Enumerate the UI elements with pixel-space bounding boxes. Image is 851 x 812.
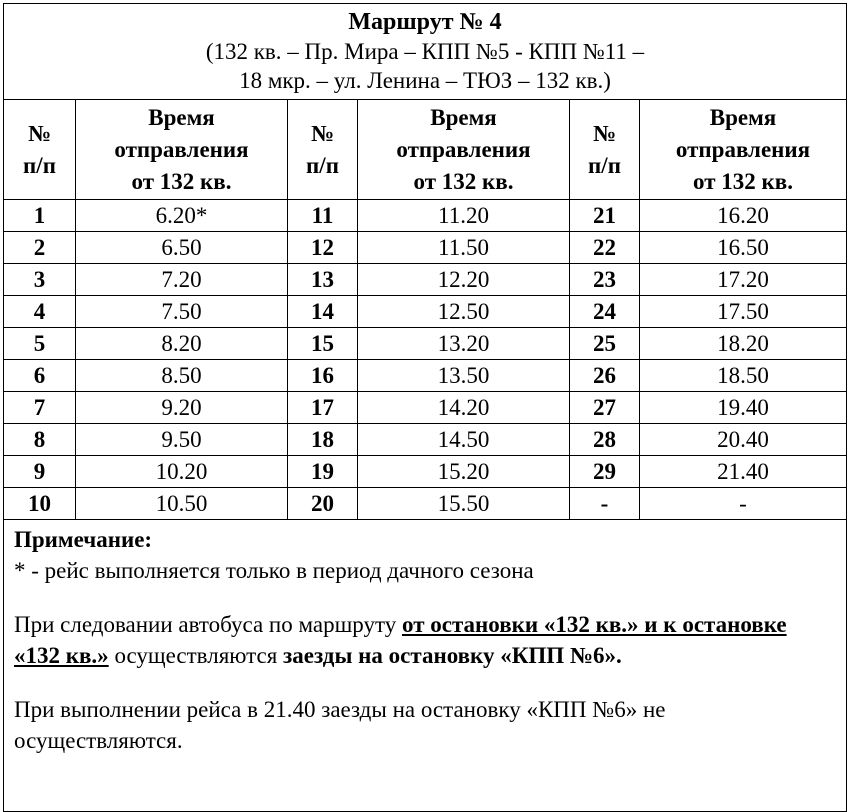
trip-number: 14 — [288, 296, 358, 328]
trip-number: 16 — [288, 360, 358, 392]
trip-number: 27 — [570, 392, 640, 424]
trip-number: 10 — [4, 488, 76, 520]
route-path-line1: (132 кв. – Пр. Мира – КПП №5 - КПП №11 – — [205, 39, 645, 64]
departure-time: 21.40 — [640, 456, 847, 488]
departure-time: 15.50 — [358, 488, 570, 520]
trip-number: 26 — [570, 360, 640, 392]
trip-number: 4 — [4, 296, 76, 328]
departure-time: 14.50 — [358, 424, 570, 456]
trip-number: 2 — [4, 232, 76, 264]
trip-number: 20 — [288, 488, 358, 520]
table-row — [4, 264, 847, 296]
trip-number: 5 — [4, 328, 76, 360]
trip-number: 9 — [4, 456, 76, 488]
col-header-time-1: Время отправления от 132 кв. — [76, 100, 288, 200]
table-row — [4, 360, 847, 392]
trip-number: 12 — [288, 232, 358, 264]
col-header-time-3: Время отправления от 132 кв. — [640, 100, 847, 200]
departure-time: - — [640, 488, 847, 520]
col-header-time-2: Время отправления от 132 кв. — [358, 100, 570, 200]
trip-number: 13 — [288, 264, 358, 296]
departure-time: 6.50 — [76, 232, 288, 264]
departure-time: 16.50 — [640, 232, 847, 264]
departure-time: 17.50 — [640, 296, 847, 328]
schedule-rows — [4, 200, 847, 520]
departure-time: 8.50 — [76, 360, 288, 392]
notes-cell — [4, 520, 847, 812]
trip-number: 1 — [4, 200, 76, 232]
departure-time: 17.20 — [640, 264, 847, 296]
table-row — [4, 296, 847, 328]
trip-number: 11 — [288, 200, 358, 232]
note-paragraph-2: При выполнении рейса в 21.40 заезды на остановку «КПП №6» не осуществляются. — [14, 697, 666, 753]
departure-time: 7.50 — [76, 296, 288, 328]
schedule-table — [3, 3, 847, 812]
departure-time: 10.20 — [76, 456, 288, 488]
route-path-line2: 18 мкр. – ул. Ленина – ТЮЗ – 132 кв.) — [239, 68, 611, 93]
departure-time: 9.20 — [76, 392, 288, 424]
departure-time: 7.20 — [76, 264, 288, 296]
table-row — [4, 456, 847, 488]
departure-time: 6.20* — [76, 200, 288, 232]
trip-number: 24 — [570, 296, 640, 328]
trip-number: 18 — [288, 424, 358, 456]
trip-number: 29 — [570, 456, 640, 488]
table-row — [4, 328, 847, 360]
table-row — [4, 232, 847, 264]
departure-time: 20.40 — [640, 424, 847, 456]
trip-number: 6 — [4, 360, 76, 392]
trip-number: 25 — [570, 328, 640, 360]
col-header-num-1: № п/п — [4, 100, 76, 200]
route-title-cell — [4, 4, 847, 100]
col-header-num-3: № п/п — [570, 100, 640, 200]
trip-number: 17 — [288, 392, 358, 424]
column-header-row — [4, 100, 847, 200]
departure-time: 11.20 — [358, 200, 570, 232]
trip-number: 19 — [288, 456, 358, 488]
trip-number: 7 — [4, 392, 76, 424]
note-paragraph-1: При следовании автобуса по маршруту от остановки «132 кв.» и к остановке «132 кв.» осуществляются заезды на остановку «КПП №6». — [14, 612, 787, 668]
departure-time: 14.20 — [358, 392, 570, 424]
departure-time: 19.40 — [640, 392, 847, 424]
trip-number: 3 — [4, 264, 76, 296]
trip-number: - — [570, 488, 640, 520]
departure-time: 12.20 — [358, 264, 570, 296]
departure-time: 8.20 — [76, 328, 288, 360]
departure-time: 9.50 — [76, 424, 288, 456]
trip-number: 28 — [570, 424, 640, 456]
departure-time: 16.20 — [640, 200, 847, 232]
notes-row — [4, 520, 847, 812]
trip-number: 22 — [570, 232, 640, 264]
trip-number: 21 — [570, 200, 640, 232]
footnote-text: * - рейс выполняется только в период дачного сезона — [14, 558, 534, 583]
departure-time: 18.20 — [640, 328, 847, 360]
table-row — [4, 488, 847, 520]
table-row — [4, 200, 847, 232]
note-detour-emphasis: заезды на остановку «КПП №6». — [283, 643, 622, 668]
trip-number: 15 — [288, 328, 358, 360]
trip-number: 23 — [570, 264, 640, 296]
trip-number: 8 — [4, 424, 76, 456]
departure-time: 18.50 — [640, 360, 847, 392]
departure-time: 10.50 — [76, 488, 288, 520]
note-stops-emphasis: от остановки «132 кв.» и к остановке «132 кв.» — [14, 612, 787, 668]
route-title: Маршрут № 4 — [348, 9, 502, 35]
notes-title: Примечание: — [14, 527, 153, 552]
table-row — [4, 424, 847, 456]
departure-time: 13.20 — [358, 328, 570, 360]
title-row — [4, 4, 847, 100]
table-row — [4, 392, 847, 424]
departure-time: 13.50 — [358, 360, 570, 392]
departure-time: 11.50 — [358, 232, 570, 264]
departure-time: 12.50 — [358, 296, 570, 328]
col-header-num-2: № п/п — [288, 100, 358, 200]
departure-time: 15.20 — [358, 456, 570, 488]
